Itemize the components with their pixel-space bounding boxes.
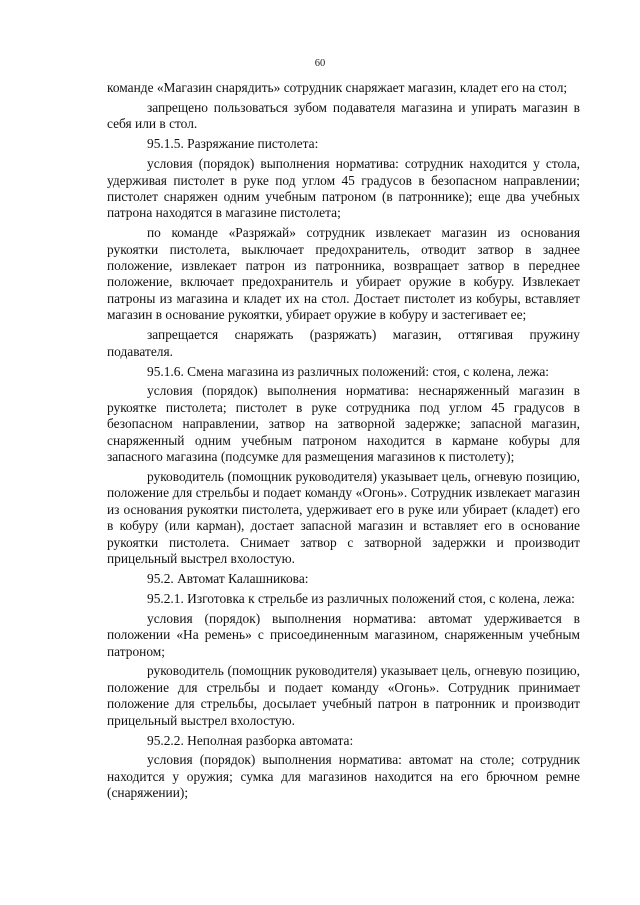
document-body <box>107 80 580 805</box>
paragraph: руководитель (помощник руководителя) указывает цель, огневую позицию, положение для стрельбы и подает команду «Огонь». Сотрудник принимает положение для стрельбы, досылает учебный патрон в патронник и производит прицельный выстрел вхолостую. <box>107 663 580 728</box>
section-heading: 95.2.1. Изготовка к стрельбе из различных положений стоя, с колена, лежа: <box>147 590 575 606</box>
paragraph: условия (порядок) выполнения норматива: автомат на столе; сотрудник находится у оружия; сумка для магазинов находится на его брючном ремне (снаряжении); <box>107 752 580 801</box>
paragraph: по команде «Разряжай» сотрудник извлекает магазин из основания рукоятки пистолета, выключает предохранитель, отводит затвор в заднее положение, извлекает патрон из патронника, возвращает затвор в переднее положение, включает предохранитель и убирает оружие в кобуру. Извлекает патроны из магазина и кладет их на стол. Достает пистолет из кобуры, вставляет магазин в основание рукоятки, убирает оружие в кобуру и застегивает ее; <box>107 225 580 323</box>
paragraph: условия (порядок) выполнения норматива: неснаряженный магазин в рукоятке пистолета; пистолет в руке сотрудника под углом 45 градусов в безопасном направлении, затвор на затворной задержке; запасной магазин, снаряженный одним учебным патроном находится в кармане кобуры для запасного магазина (подсумке для размещения магазинов к пистолету); <box>107 383 580 465</box>
paragraph: запрещается снаряжать (разряжать) магазин, оттягивая пружину подавателя. <box>107 327 580 359</box>
section-heading: 95.1.5. Разряжание пистолета: <box>147 136 319 152</box>
paragraph: условия (порядок) выполнения норматива: автомат удерживается в положении «На ремень» с присоединенным магазином, снаряженным учебным патроном; <box>107 610 580 659</box>
paragraph: условия (порядок) выполнения норматива: сотрудник находится у стола, удерживая пистолет в руке под углом 45 градусов в безопасном направлении; пистолет снаряжен одним учебным патроном (в патроннике); еще два учебных патрона находятся в магазине пистолета; <box>107 156 580 221</box>
section-heading: 95.2.2. Неполная разборка автомата: <box>147 732 354 748</box>
paragraph: руководитель (помощник руководителя) указывает цель, огневую позицию, положение для стрельбы и подает команду «Огонь». Сотрудник извлекает магазин из основания рукоятки пистолета, удерживает его в руке или убирает (кладет) его в кобуру (или карман), достает запасной магазин и вставляет его в основание рукоятки пистолета. Снимает затвор с затворной задержки и производит прицельный выстрел вхолостую. <box>107 468 580 566</box>
section-heading: 95.2. Автомат Калашникова: <box>147 570 309 586</box>
paragraph: запрещено пользоваться зубом подавателя магазина и упирать магазин в себя или в стол. <box>107 99 580 132</box>
paragraph: команде «Магазин снарядить» сотрудник снаряжает магазин, кладет его на стол; <box>107 80 568 95</box>
page-number: 60 <box>314 58 326 69</box>
section-heading: 95.1.6. Смена магазина из различных положений: стоя, с колена, лежа: <box>147 363 550 379</box>
